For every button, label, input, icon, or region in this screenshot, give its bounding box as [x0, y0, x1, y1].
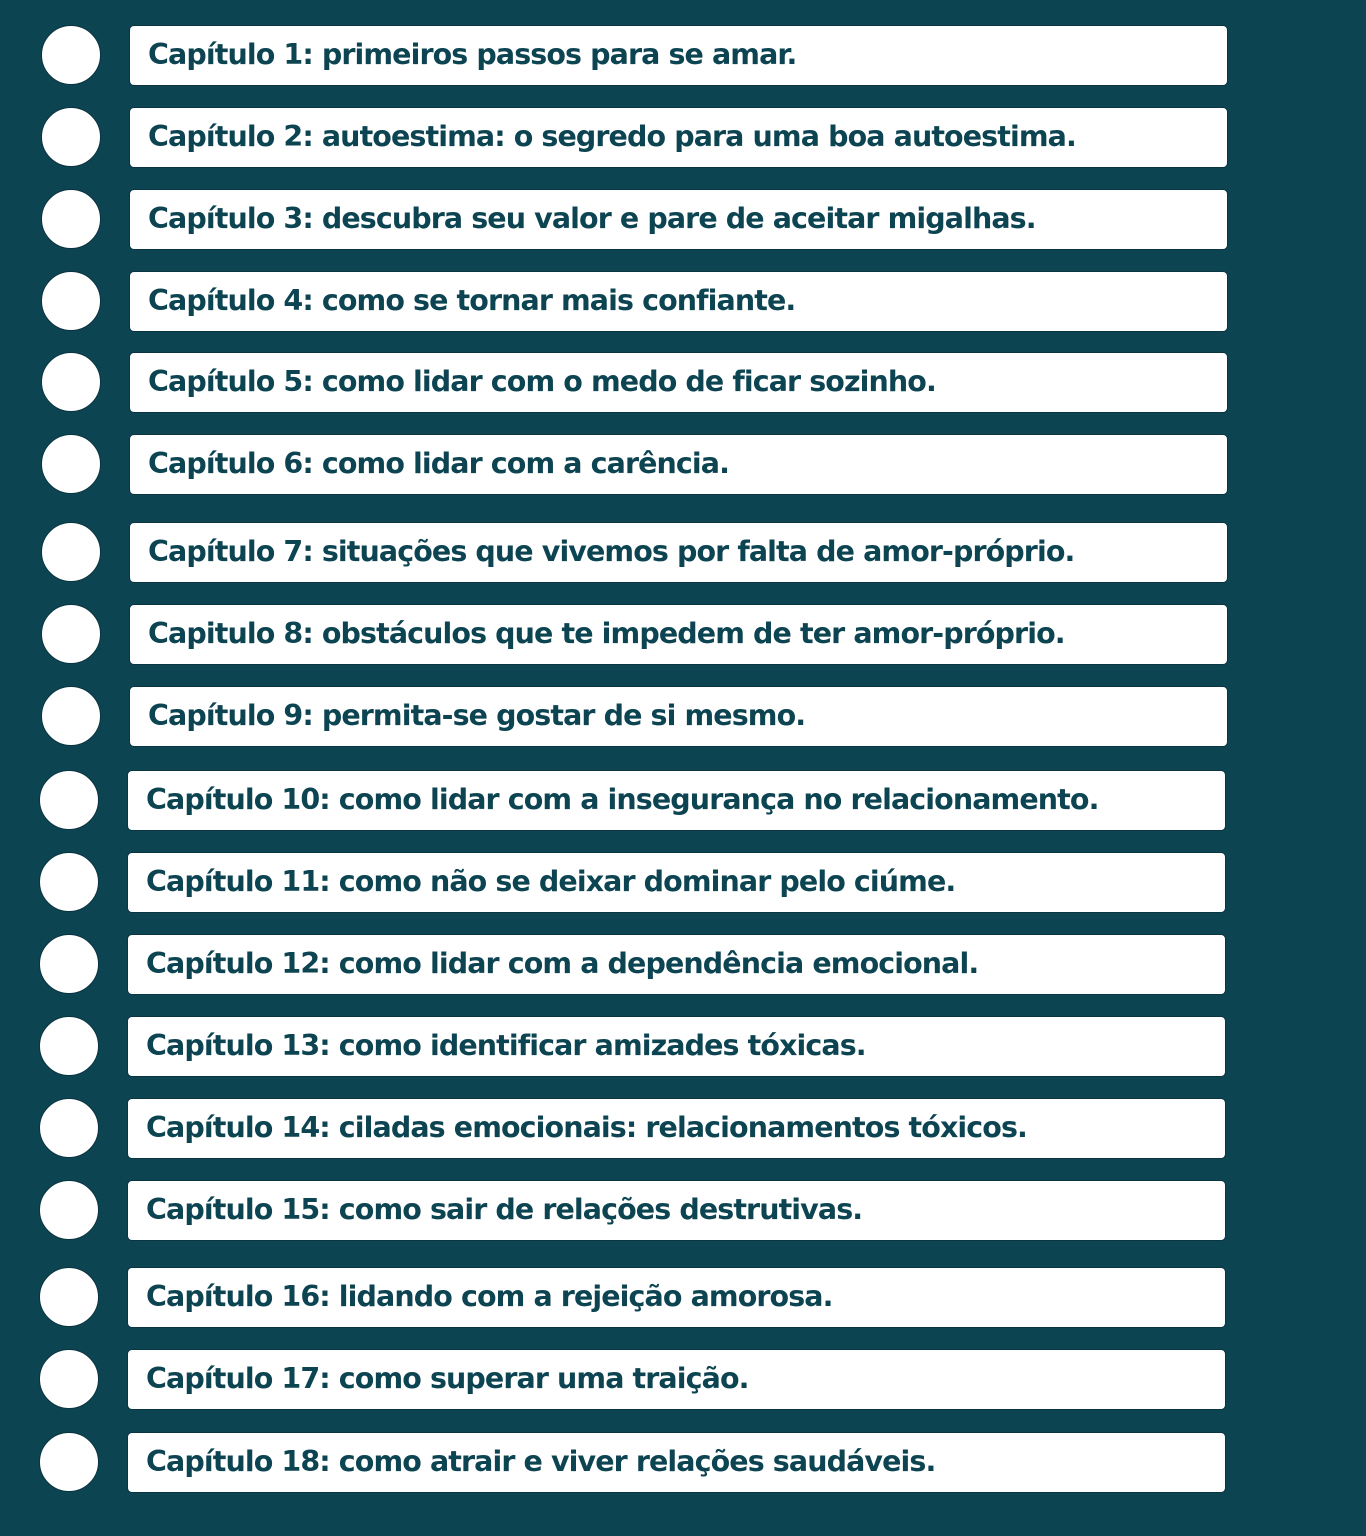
chapter-row-2: [0, 107, 1366, 169]
chapter-item: [129, 352, 1228, 413]
chapter-row-16: [0, 1267, 1366, 1329]
chapter-label: Capítulo 3: descubra seu valor e pare de aceitar migalhas.: [148, 202, 1036, 236]
chapter-label: Capitulo 8: obstáculos que te impedem de ter amor-próprio.: [148, 617, 1065, 651]
chapter-label: Capítulo 10: como lidar com a insegurança no relacionamento.: [146, 783, 1099, 817]
chapter-label: Capítulo 5: como lidar com o medo de ficar sozinho.: [148, 365, 936, 399]
chapter-row-10: [0, 770, 1366, 832]
chapter-item: [129, 522, 1228, 583]
chapter-label: Capítulo 14: ciladas emocionais: relacionamentos tóxicos.: [146, 1111, 1027, 1145]
chapter-label: Capítulo 4: como se tornar mais confiante.: [148, 284, 796, 318]
checkbox-circle-icon[interactable]: [39, 852, 99, 912]
checkbox-circle-icon[interactable]: [39, 1016, 99, 1076]
chapter-item: [129, 271, 1228, 332]
chapter-label: Capítulo 7: situações que vivemos por falta de amor-próprio.: [148, 535, 1075, 569]
chapter-item: [127, 1180, 1226, 1241]
checkbox-circle-icon[interactable]: [41, 189, 101, 249]
checkbox-circle-icon[interactable]: [41, 686, 101, 746]
checkbox-circle-icon[interactable]: [39, 1180, 99, 1240]
checkbox-circle-icon[interactable]: [39, 1432, 99, 1492]
chapter-item: [127, 770, 1226, 831]
chapter-row-12: [0, 934, 1366, 996]
chapter-label: Capítulo 15: como sair de relações destrutivas.: [146, 1193, 863, 1227]
chapter-row-13: [0, 1016, 1366, 1078]
checkbox-circle-icon[interactable]: [39, 1098, 99, 1158]
checkbox-circle-icon[interactable]: [39, 1349, 99, 1409]
checkbox-circle-icon[interactable]: [39, 934, 99, 994]
chapter-item: [127, 1432, 1226, 1493]
checkbox-circle-icon[interactable]: [41, 107, 101, 167]
chapter-label: Capítulo 6: como lidar com a carência.: [148, 447, 730, 481]
chapter-item: [129, 25, 1228, 86]
chapter-item: [129, 434, 1228, 495]
checkbox-circle-icon[interactable]: [39, 770, 99, 830]
checkbox-circle-icon[interactable]: [39, 1267, 99, 1327]
checkbox-circle-icon[interactable]: [41, 434, 101, 494]
chapter-label: Capítulo 18: como atrair e viver relações saudáveis.: [146, 1445, 936, 1479]
chapter-item: [127, 934, 1226, 995]
chapter-label: Capítulo 17: como superar uma traição.: [146, 1362, 749, 1396]
chapter-item: [129, 686, 1228, 747]
chapter-item: [127, 852, 1226, 913]
chapter-row-3: [0, 189, 1366, 251]
chapter-row-11: [0, 852, 1366, 914]
chapter-row-5: [0, 352, 1366, 414]
chapter-label: Capítulo 16: lidando com a rejeição amorosa.: [146, 1280, 833, 1314]
chapter-row-14: [0, 1098, 1366, 1160]
checkbox-circle-icon[interactable]: [41, 25, 101, 85]
chapter-row-1: [0, 25, 1366, 87]
chapter-row-18: [0, 1432, 1366, 1494]
chapter-item: [129, 604, 1228, 665]
chapter-row-17: [0, 1349, 1366, 1411]
checkbox-circle-icon[interactable]: [41, 604, 101, 664]
chapter-label: Capítulo 11: como não se deixar dominar pelo ciúme.: [146, 865, 956, 899]
chapter-label: Capítulo 2: autoestima: o segredo para uma boa autoestima.: [148, 120, 1076, 154]
chapter-item: [127, 1098, 1226, 1159]
chapter-item: [129, 189, 1228, 250]
checkbox-circle-icon[interactable]: [41, 352, 101, 412]
chapter-row-9: [0, 686, 1366, 748]
chapter-row-4: [0, 271, 1366, 333]
chapter-item: [127, 1349, 1226, 1410]
chapter-label: Capítulo 13: como identificar amizades tóxicas.: [146, 1029, 866, 1063]
chapter-item: [129, 107, 1228, 168]
chapter-row-8: [0, 604, 1366, 666]
chapter-label: Capítulo 9: permita-se gostar de si mesmo.: [148, 699, 806, 733]
chapter-row-15: [0, 1180, 1366, 1242]
checkbox-circle-icon[interactable]: [41, 522, 101, 582]
chapter-label: Capítulo 1: primeiros passos para se amar.: [148, 38, 797, 72]
chapter-row-7: [0, 522, 1366, 584]
chapter-label: Capítulo 12: como lidar com a dependência emocional.: [146, 947, 979, 981]
chapter-item: [127, 1267, 1226, 1328]
chapter-item: [127, 1016, 1226, 1077]
checkbox-circle-icon[interactable]: [41, 271, 101, 331]
chapter-row-6: [0, 434, 1366, 496]
